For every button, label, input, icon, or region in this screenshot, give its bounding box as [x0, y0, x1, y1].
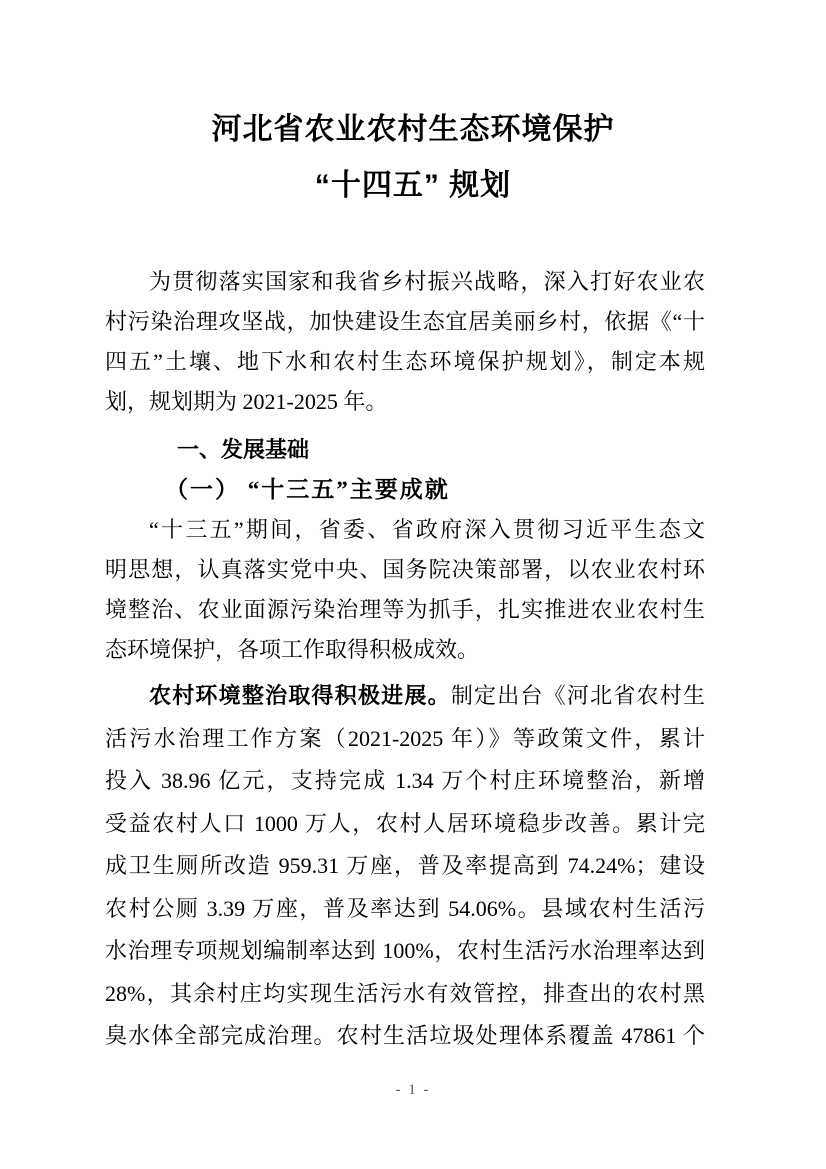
- text-line: 水治理专项规划编制率达到 100%，农村生活污水治理率达到: [105, 938, 705, 963]
- text-line: 活污水治理工作方案（2021-2025 年）》等政策文件，累计: [105, 725, 705, 751]
- text-line: 受益农村人口 1000 万人，农村人居环境稳步改善。累计完: [105, 810, 705, 836]
- text-line: 农村公厕 3.39 万座，普及率达到 54.06%。县域农村生活污: [105, 895, 705, 921]
- paragraph-lead-in: 农村环境整治取得积极进展。: [149, 683, 451, 708]
- text-line: 村污染治理攻坚战，加快建设生态宜居美丽乡村，依据《“十: [105, 309, 705, 334]
- text-line: 态环境保护，各项工作取得积极成效。: [105, 637, 480, 662]
- document-title-line1: 河北省农业农村生态环境保护: [211, 113, 615, 146]
- section-heading-1: 一、发展基础: [177, 437, 310, 462]
- text-line: [105, 675, 705, 718]
- document-body: [105, 262, 705, 1058]
- text-line: 划，规划期为 2021-2025 年。: [105, 389, 388, 414]
- text-line: 成卫生厕所改造 959.31 万座，普及率提高到 74.24%；建设: [105, 853, 705, 878]
- document-title: [0, 0, 826, 214]
- text-line: “十三五”期间，省委、省政府深入贯彻习近平生态文: [149, 517, 705, 542]
- text-run: 制定出台《河北省农村生: [450, 683, 705, 708]
- text-line: 为贯彻落实国家和我省乡村振兴战略，深入打好农业农: [149, 269, 705, 294]
- text-line: 四五”土壤、地下水和农村生态环境保护规划》，制定本规: [105, 349, 705, 374]
- section-heading-1-1: （一） “十三五”主要成就: [165, 477, 450, 502]
- paragraph-rural-environment: [105, 675, 705, 1058]
- text-line: 境整治、农业面源污染治理等为抓手，扎实推进农业农村生: [105, 597, 705, 622]
- page-number: - 1 -: [395, 1082, 431, 1098]
- text-line: 臭水体全部完成治理。农村生活垃圾处理体系覆盖 47861 个: [105, 1023, 705, 1048]
- text-line: 28%，其余村庄均实现生活污水有效管控，排查出的农村黑: [105, 980, 705, 1006]
- text-line: 明思想，认真落实党中央、国务院决策部署，以农业农村环: [105, 557, 705, 582]
- text-line: 投入 38.96 亿元，支持完成 1.34 万个村庄环境整治，新增: [105, 768, 705, 793]
- paragraph-13th-fiveyear: [105, 510, 705, 670]
- document-title-line2: “十四五” 规划: [314, 169, 512, 202]
- paragraph-intro: [105, 262, 705, 422]
